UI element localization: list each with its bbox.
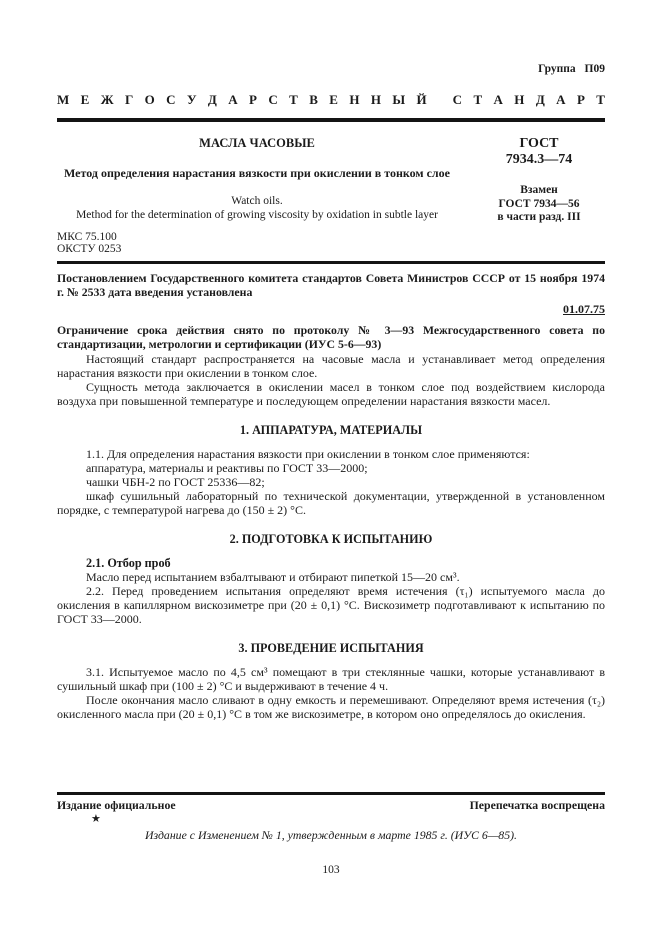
header-rule [57,118,605,122]
replaces-note-line3: в части разд. III [497,211,581,223]
section-2-paragraph-1: Масло перед испытанием взбалтывают и отбирают пипеткой 15—20 см³. [86,569,460,584]
section-3-heading: 3. ПРОВЕДЕНИЕ ИСПЫТАНИЯ [238,640,424,655]
gost-designation-line1: ГОСТ [519,136,559,151]
gost-designation [473,136,605,168]
decree-paragraph: Постановлением Государственного комитета стандартов Совета Министров СССР от 15 ноября 1974 г. № 2533 дата введения установлена [57,270,605,299]
designation-column [473,136,605,225]
classification-codes [57,231,605,256]
section-2-heading: 2. ПОДГОТОВКА К ИСПЫТАНИЮ [229,531,433,546]
title-block [57,136,605,225]
standard-type-heading: М Е Ж Г О С У Д А Р С Т В Е Н Н Ы Й С Т А Н Д А Р Т [57,92,605,107]
effective-date [57,302,605,316]
document-subtitle-en: Method for the determination of growing viscosity by oxidation in subtle layer [76,209,438,221]
official-edition-label: Издание официальное [57,798,176,812]
group-label: Группа П09 [538,63,605,75]
section-2-subheading: 2.1. Отбор проб [86,555,171,570]
codes-rule [57,261,605,264]
intro-paragraph-2: Сущность метода заключается в окислении масел в тонком слое под воздействием кислорода воздуха при повышенной температуре и последующем определении нарастания вязкости масел. [57,380,605,409]
section-2-paragraph-2: 2.2. Перед проведением испытания определяют время истечения (τ₁) испытуемого масла до окисления в капиллярном вискозиметре при (20 ± 0,1) °С. Вискозиметр подготавливают к испытанию по ГОСТ 33—2000. [57,583,605,627]
title-left-column [57,136,473,225]
footer-labels-row [57,798,605,812]
section-1-paragraph-3: чашки ЧБН-2 по ГОСТ 25336—82; [86,474,265,489]
replaces-note-line2: ГОСТ 7934—56 [498,197,580,210]
mks-code: МКС 75.100 [57,230,117,243]
star-icon: ★ [91,813,101,825]
limitation-paragraph: Ограничение срока действия снято по протоколу № 3—93 Межгосударственного совета по стандартизации, метрологии и сертификации (ИУС 5-6—93) [57,323,605,352]
document-title-ru: МАСЛА ЧАСОВЫЕ [199,136,315,150]
section-3-paragraph-1: 3.1. Испытуемое масло по 4,5 см³ помещают в три стеклянные чашки, которые устанавливают в сушильный шкаф при (100 ± 2) °С и выдерживают в течение 4 ч. [57,664,605,693]
page-footer [57,792,605,876]
replaces-note [473,184,605,225]
document-title-en: Watch oils. [231,195,283,207]
reprint-prohibited-label: Перепечатка воспрещена [469,798,605,812]
gost-designation-line2: 7934.3—74 [505,152,573,167]
section-1-heading: 1. АППАРАТУРА, МАТЕРИАЛЫ [239,422,423,437]
section-1-paragraph-1: 1.1. Для определения нарастания вязкости при окислении в тонком слое применяются: [86,446,530,461]
intro-paragraph-1: Настоящий стандарт распространяется на часовые масла и устанавливает метод определения нарастания вязкости при окислении в тонком слое. [57,351,605,380]
okstu-code: ОКСТУ 0253 [57,243,122,255]
section-1-paragraph-2: аппаратура, материалы и реактивы по ГОСТ 33—2000; [86,460,368,475]
footer-rule [57,792,605,795]
edition-note: Издание с Изменением № 1, утвержденным в марте 1985 г. (ИУС 6—85). [145,828,517,842]
section-3-paragraph-2: После окончания масло сливают в одну емкость и перемешивают. Определяют время истечения (τ₂) окисленного масла при (20 ± 0,1) °С в том же вискозиметре, в котором оно определялось до окисления. [57,692,605,722]
section-1-paragraph-4: шкаф сушильный лабораторный по технической документации, утвержденной в установленном порядке, с температурой нагрева до (150 ± 2) °С. [57,489,605,518]
replaces-note-line1: Взамен [520,184,558,196]
effective-date-value: 01.07.75 [563,302,605,317]
document-subtitle-ru: Метод определения нарастания вязкости при окислении в тонком слое [64,166,450,180]
page-number: 103 [322,864,340,876]
